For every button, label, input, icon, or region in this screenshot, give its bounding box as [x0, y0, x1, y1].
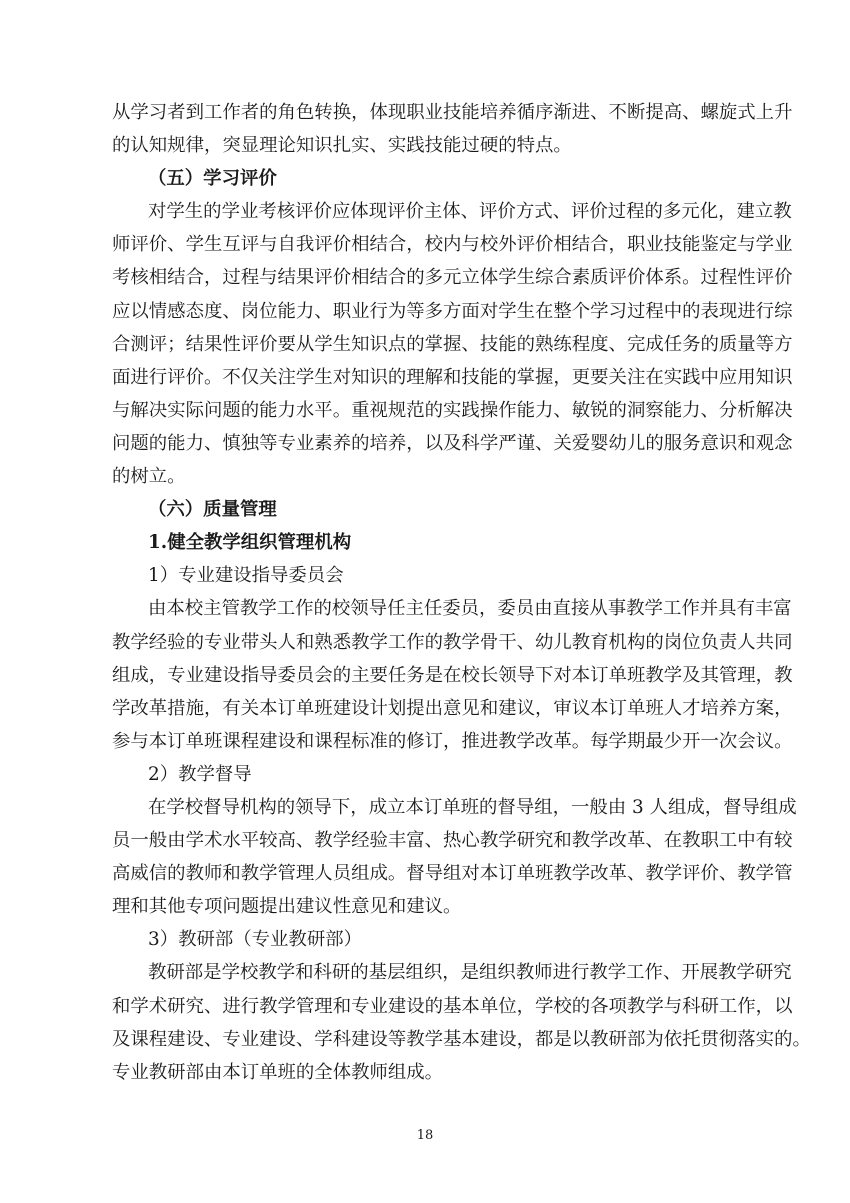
paragraph-line: 高威信的教师和教学管理人员组成。督导组对本订单班教学改革、教学评价、教学管 [112, 863, 793, 885]
paragraph-line: 及课程建设、专业建设、学科建设等教学基本建设，都是以教研部为依托贯彻落实的。 [112, 1028, 811, 1050]
paragraph-line: 的树立。 [112, 466, 186, 488]
paragraph-line: 师评价、学生互评与自我评价相结合，校内与校外评价相结合，职业技能鉴定与学业 [112, 234, 793, 256]
subsection-heading: 1.健全教学组织管理机构 [148, 532, 352, 554]
document-page [112, 96, 811, 1089]
paragraph-line: 由本校主管教学工作的校领导任主任委员，委员由直接从事教学工作并具有丰富 [148, 598, 792, 620]
item-heading: 3）教研部（专业教研部） [148, 929, 362, 951]
paragraph-line: 问题的能力、慎独等专业素养的培养，以及科学严谨、关爱婴幼儿的服务意识和观念 [112, 432, 793, 454]
paragraph-line: 对学生的学业考核评价应体现评价主体、评价方式、评价过程的多元化，建立教 [148, 201, 792, 223]
paragraph-line: 从学习者到工作者的角色转换，体现职业技能培养循序渐进、不断提高、螺旋式上升 [112, 102, 793, 123]
paragraph-line: 教学经验的专业带头人和熟悉教学工作的教学骨干、幼儿教育机构的岗位负责人共同 [112, 631, 793, 653]
page-number: 18 [416, 1128, 434, 1143]
paragraph-line: 理和其他专项问题提出建议性意见和建议。 [112, 896, 462, 918]
paragraph-line: 考核相结合，过程与结果评价相结合的多元立体学生综合素质评价体系。过程性评价 [112, 267, 793, 289]
paragraph-line: 组成，专业建设指导委员会的主要任务是在校长领导下对本订单班教学及其管理，教 [112, 664, 793, 686]
paragraph-line: 合测评；结果性评价要从学生知识点的掌握、技能的熟练程度、完成任务的质量等方 [112, 333, 793, 355]
paragraph-line: 学改革措施，有关本订单班建设计划提出意见和建议，审议本订单班人才培养方案， [112, 697, 793, 719]
paragraph-line: 教研部是学校教学和科研的基层组织，是组织教师进行教学工作、开展教学研究 [148, 962, 792, 984]
paragraph-line: 的认知规律，突显理论知识扎实、实践技能过硬的特点。 [112, 135, 572, 157]
paragraph-line: 专业教研部由本订单班的全体教师组成。 [112, 1061, 444, 1083]
item-heading: 1）专业建设指导委员会 [148, 565, 344, 587]
paragraph-line: 与解决实际问题的能力水平。重视规范的实践操作能力、敏锐的洞察能力、分析解决 [112, 399, 793, 421]
section-heading-6: （六）质量管理 [148, 499, 277, 521]
paragraph-line: 和学术研究、进行教学管理和专业建设的基本单位，学校的各项教学与科研工作，以 [112, 995, 793, 1017]
section-heading-5: （五）学习评价 [148, 168, 277, 190]
paragraph-line: 应以情感态度、岗位能力、职业行为等多方面对学生在整个学习过程中的表现进行综 [112, 300, 793, 322]
paragraph-line: 在学校督导机构的领导下，成立本订单班的督导组，一般由 3 人组成，督导组成 [148, 796, 797, 818]
paragraph-line: 员一般由学术水平较高、教学经验丰富、热心教学研究和教学改革、在教职工中有较 [112, 830, 793, 852]
paragraph-line: 参与本订单班课程建设和课程标准的修订，推进教学改革。每学期最少开一次会议。 [112, 730, 793, 752]
paragraph-line: 面进行评价。不仅关注学生对知识的理解和技能的掌握，更要关注在实践中应用知识 [112, 366, 793, 388]
item-heading: 2）教学督导 [148, 763, 252, 785]
